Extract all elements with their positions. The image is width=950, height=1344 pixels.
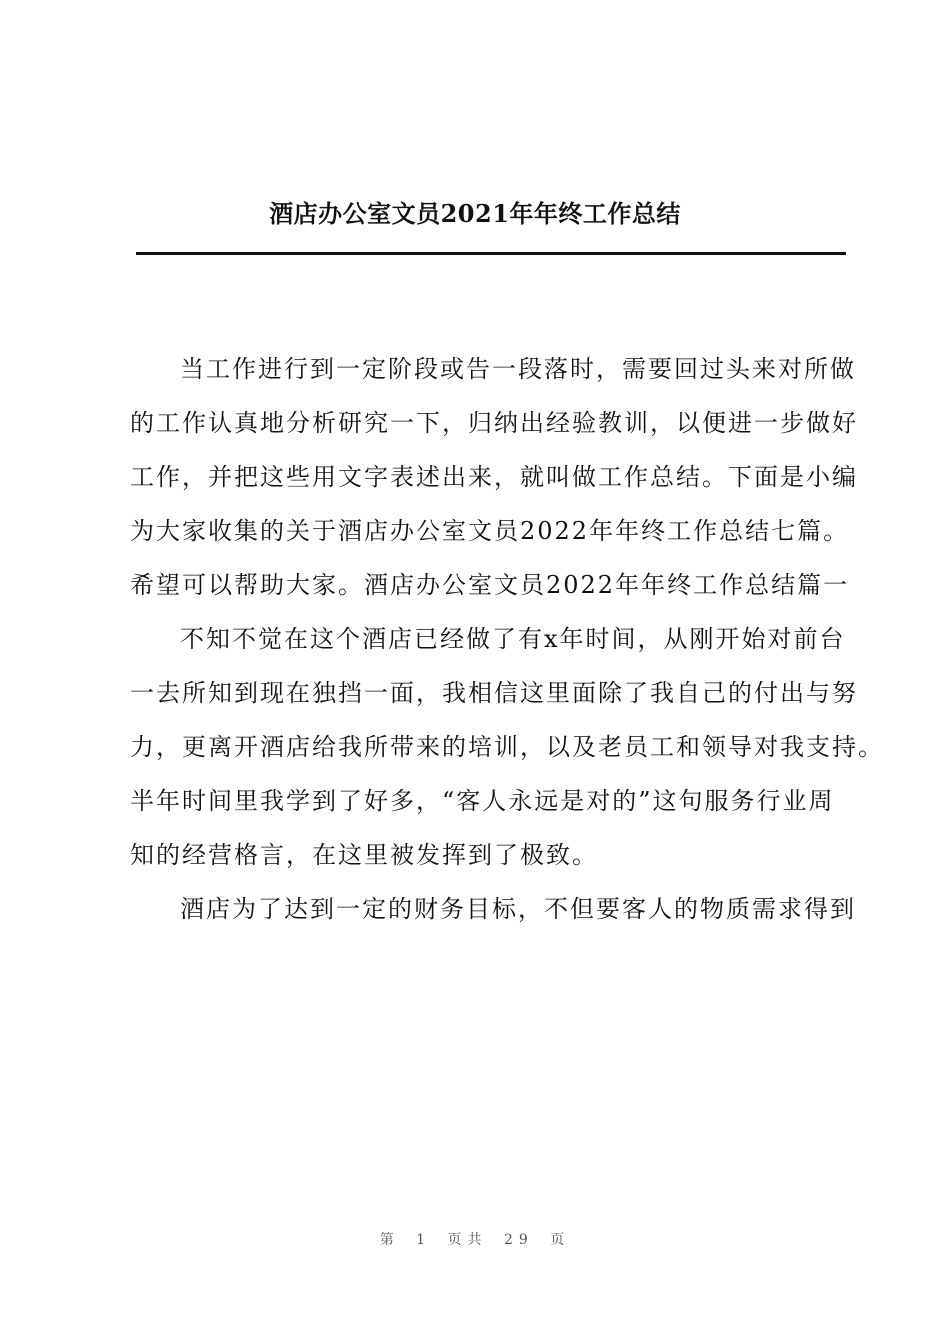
paragraph-line: 工作，并把这些用文字表述出来，就叫做工作总结。下面是小编: [130, 463, 858, 491]
paragraph-line: 当工作进行到一定阶段或告一段落时，需要回过头来对所做: [180, 355, 856, 383]
paragraph-2: [130, 612, 884, 882]
paragraph-line: 酒店为了达到一定的财务目标，不但要客人的物质需求得到: [180, 895, 856, 923]
paragraph-1: [130, 342, 858, 612]
paragraph-line: 希望可以帮助大家。酒店办公室文员2022年年终工作总结篇一: [130, 571, 850, 599]
paragraph-line: 为大家收集的关于酒店办公室文员2022年年终工作总结七篇。: [130, 517, 850, 545]
paragraph-line: 的工作认真地分析研究一下，归纳出经验教训，以便进一步做好: [130, 409, 858, 437]
paragraph-line: 力，更离开酒店给我所带来的培训，以及老员工和领导对我支持。: [130, 733, 884, 761]
paragraph-line: 知的经营格言，在这里被发挥到了极致。: [130, 841, 598, 869]
document-title: 酒店办公室文员2021年年终工作总结: [269, 199, 681, 228]
paragraph-line: 不知不觉在这个酒店已经做了有x年时间，从刚开始对前台: [180, 625, 846, 653]
paragraph-line: 半年时间里我学到了好多，“客人永远是对的”这句服务行业周: [130, 787, 835, 815]
page-footer: 第 1 页共 29 页: [379, 1232, 571, 1248]
paragraph-3: [130, 882, 856, 936]
title-underline: [136, 252, 846, 255]
paragraph-line: 一去所知到现在独挡一面，我相信这里面除了我自己的付出与努: [130, 679, 858, 707]
document-body: [130, 342, 884, 936]
